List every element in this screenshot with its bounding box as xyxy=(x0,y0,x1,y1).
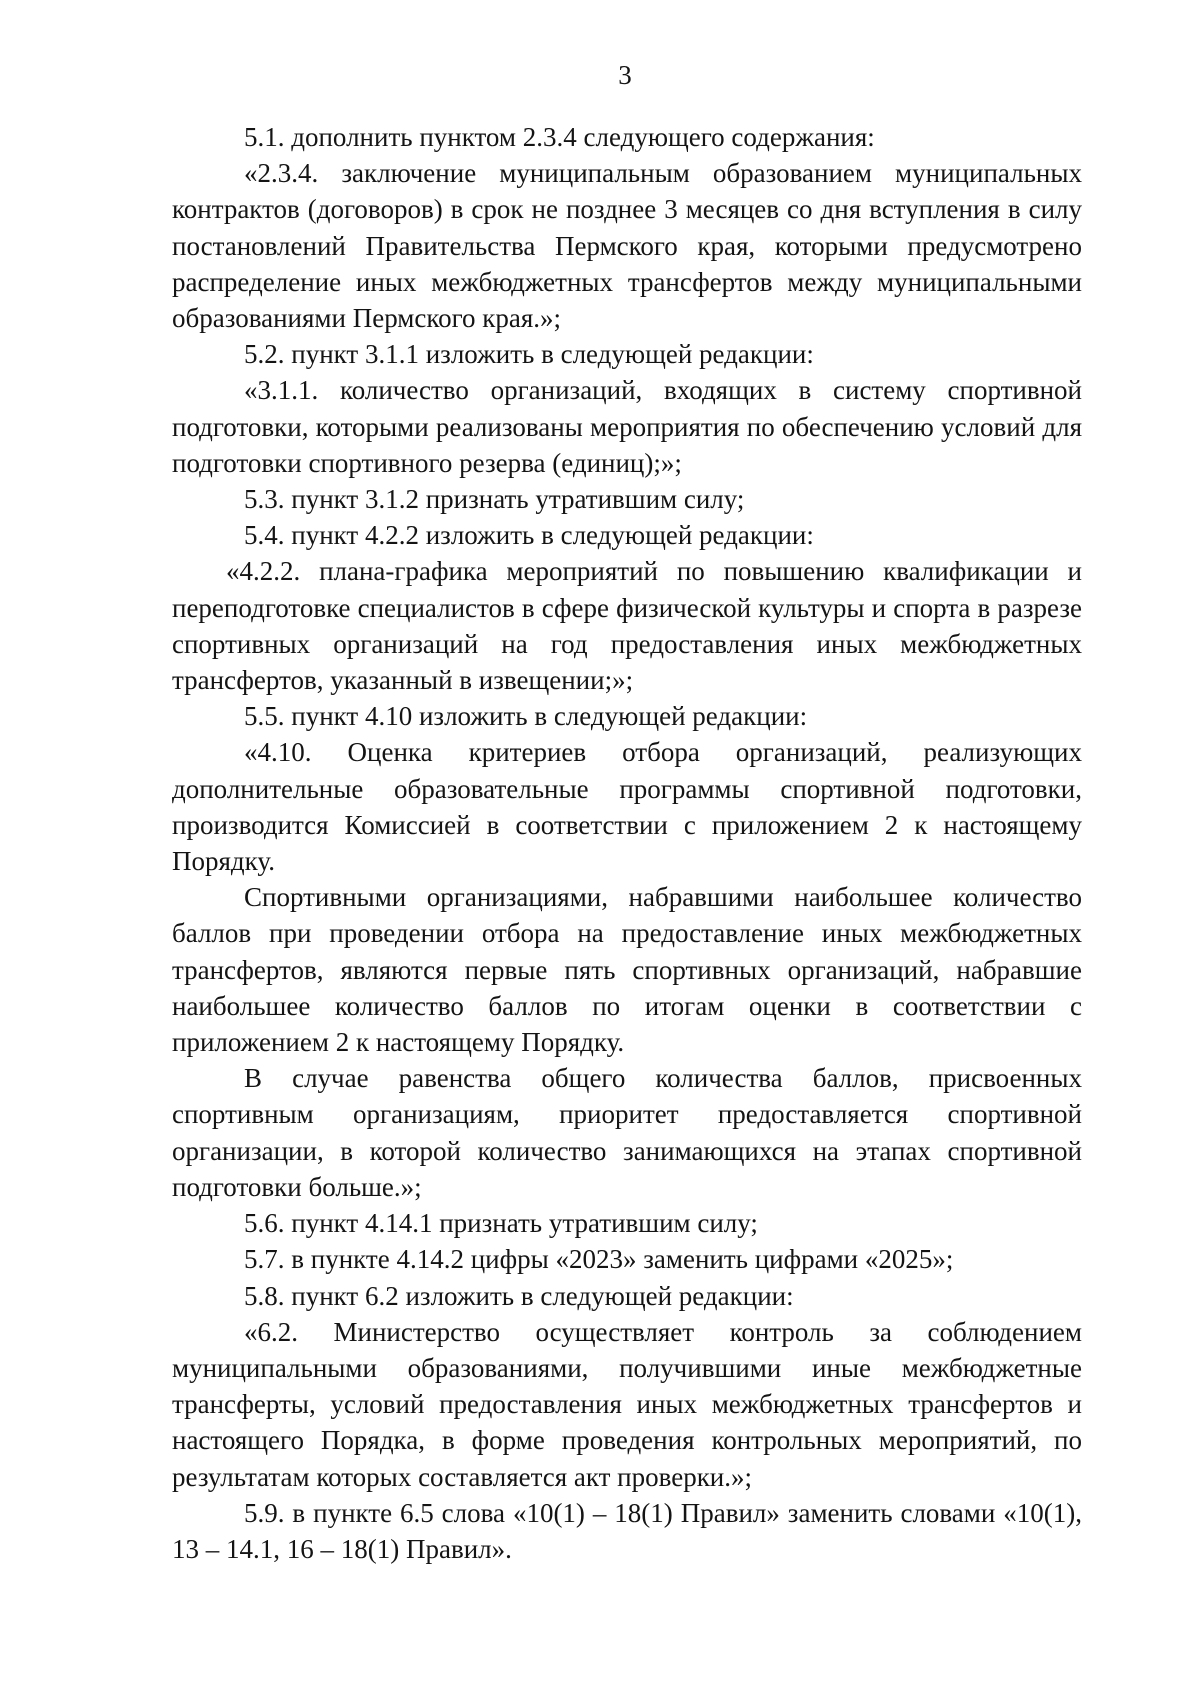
paragraph-5-3: 5.3. пункт 3.1.2 признать утратившим силу; xyxy=(244,484,745,515)
paragraph-5-8: 5.8. пункт 6.2 изложить в следующей редакции: xyxy=(244,1280,794,1311)
paragraph-5-1: 5.1. дополнить пунктом 2.3.4 следующего содержания: xyxy=(244,122,875,152)
paragraph-5-9: 5.9. в пункте 6.5 слова «10(1) – 18(1) Правил» заменить словами «10(1), 13 – 14.1, 16 – 18(1) Правил». xyxy=(172,1497,1082,1564)
paragraph-5-2: 5.2. пункт 3.1.1 изложить в следующей редакции: xyxy=(244,339,814,370)
document-body xyxy=(172,119,1082,1567)
quote-2-3-4: «2.3.4. заключение муниципальным образованием муниципальных контрактов (договоров) в срок не позднее 3 месяцев со дня вступления в силу постановлений Правительства Пермского края, которыми предусмотрено распределение иных межбюджетных трансфертов между муниципальными образованиями Пермского края.»; xyxy=(172,158,1082,334)
quote-6-2: «6.2. Министерство осуществляет контроль за соблюдением муниципальными образованиями, получившими иные межбюджетные трансферты, условий предоставления иных межбюджетных трансфертов и настоящего Порядка, в форме проведения контрольных мероприятий, по результатам которых составляется акт проверки.»; xyxy=(172,1316,1082,1492)
paragraph-5-5: 5.5. пункт 4.10 изложить в следующей редакции: xyxy=(244,701,808,732)
quote-4-10: «4.10. Оценка критериев отбора организаций, реализующих дополнительные образовательные программы спортивной подготовки, производится Комиссией в соответствии с приложением 2 к настоящему Порядку. xyxy=(172,737,1082,877)
quote-4-2-2: «4.2.2. плана-графика мероприятий по повышению квалификации и переподготовке специалистов в сфере физической культуры и спорта в разрезе спортивных организаций на год предоставления иных межбюджетных трансфертов, указанный в извещении;»; xyxy=(172,556,1082,696)
quote-4-10-part-2: Спортивными организациями, набравшими наибольшее количество баллов при проведении отбора на предоставление иных межбюджетных трансфертов, являются первые пять спортивных организаций, набравшие наибольшее количество баллов по итогам оценки в соответствии с приложением 2 к настоящему Порядку. xyxy=(172,882,1082,1058)
paragraph-5-4: 5.4. пункт 4.2.2 изложить в следующей редакции: xyxy=(244,520,814,551)
quote-3-1-1: «3.1.1. количество организаций, входящих в систему спортивной подготовки, которыми реализованы мероприятия по обеспечению условий для подготовки спортивного резерва (единиц);»; xyxy=(172,375,1082,478)
paragraph-5-6: 5.6. пункт 4.14.1 признать утратившим силу; xyxy=(244,1208,758,1239)
paragraph-5-7: 5.7. в пункте 4.14.2 цифры «2023» заменить цифрами «2025»; xyxy=(244,1244,954,1275)
page-number: 3 xyxy=(618,60,632,90)
quote-4-10-part-3: В случае равенства общего количества баллов, присвоенных спортивным организациям, приоритет предоставляется спортивной организации, в которой количество занимающихся на этапах спортивной подготовки больше.»; xyxy=(172,1063,1082,1202)
